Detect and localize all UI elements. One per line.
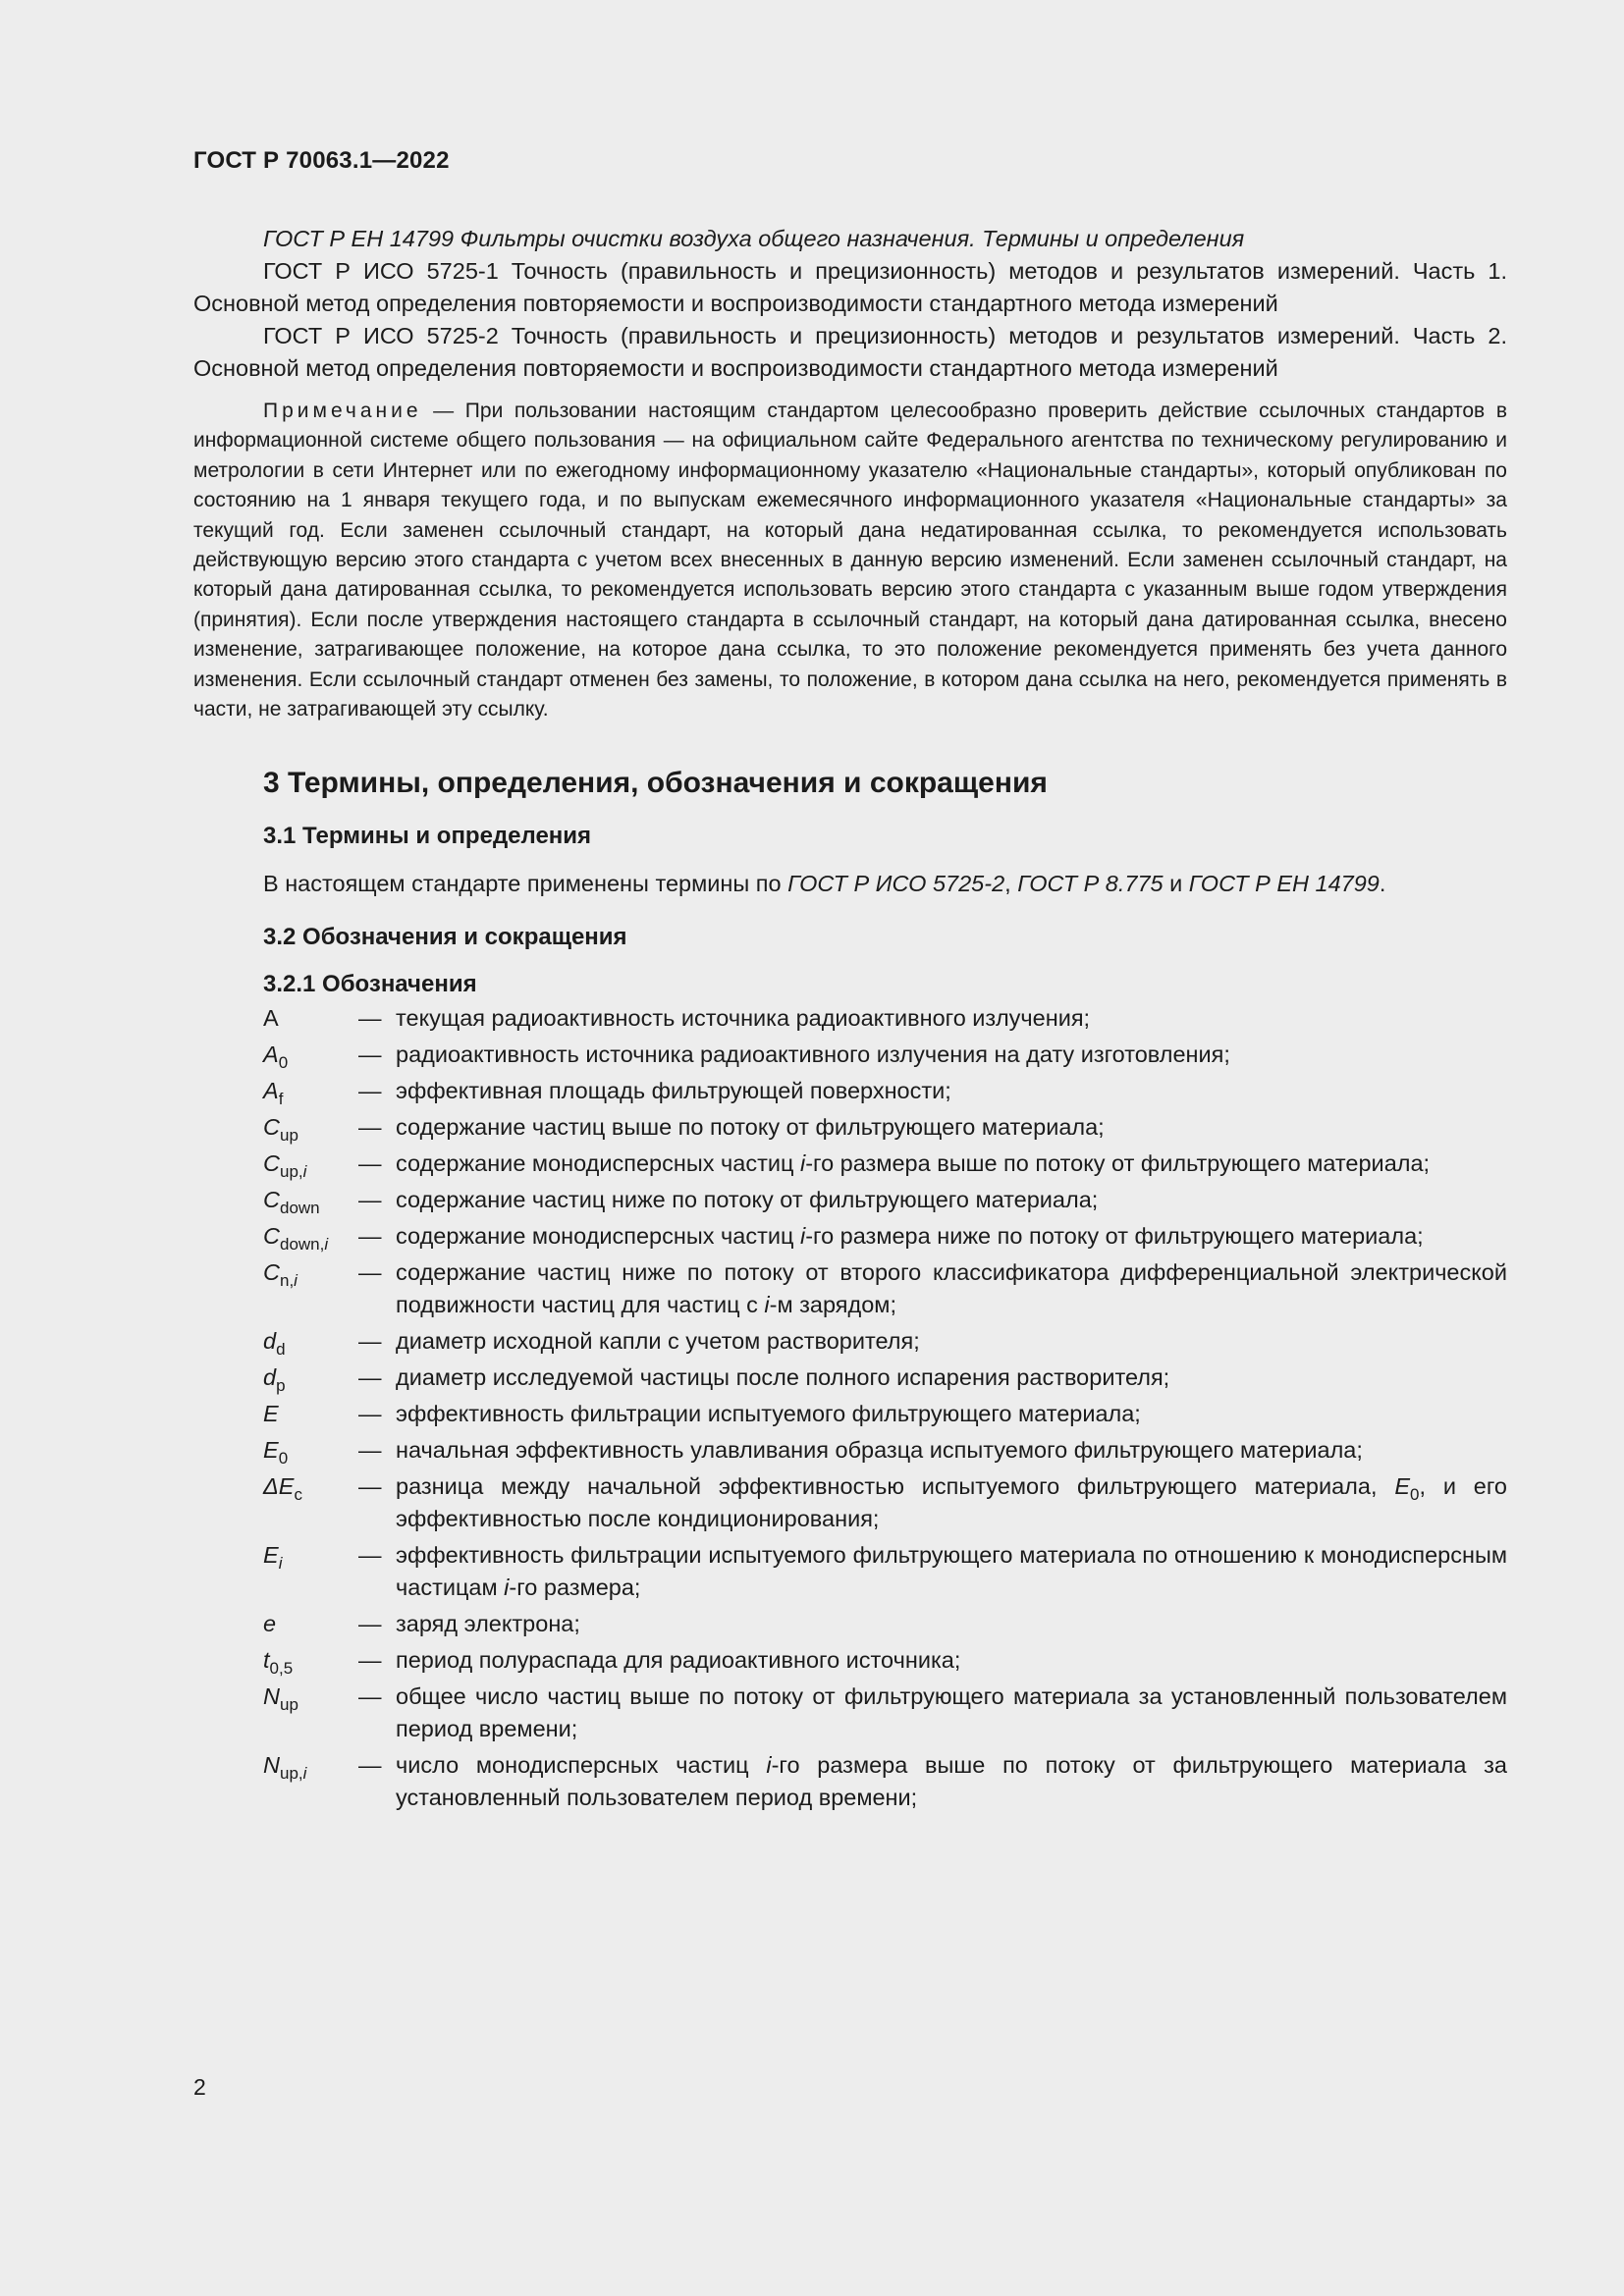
- symbol-row: [193, 1184, 1507, 1216]
- symbol: $d_p$: [263, 1364, 286, 1396]
- dash: —: [358, 1437, 382, 1464]
- dash: —: [358, 1078, 382, 1104]
- symbol: $C_{down,i}$: [263, 1223, 329, 1255]
- symbol: e: [263, 1611, 277, 1637]
- symbol-row: [193, 1398, 1507, 1430]
- dash: —: [358, 1150, 382, 1177]
- page-content: [193, 223, 1507, 1818]
- symbol-row: [193, 1148, 1507, 1180]
- section-3-1-text: [193, 868, 1507, 900]
- s31-sep1: ,: [1004, 871, 1018, 897]
- symbol-definition: число монодисперсных частиц i-го размера выше по потоку от фильтрующего материала за установленный пользователем период времени;: [396, 1752, 1507, 1811]
- symbol-definition: диаметр исследуемой частицы после полного испарения растворителя;: [396, 1364, 1170, 1391]
- section-3-1-title: 3.1 Термины и определения: [263, 823, 592, 850]
- symbol-row: [193, 1608, 1507, 1640]
- dash: —: [358, 1187, 382, 1213]
- note-label: Примечание: [263, 400, 422, 422]
- symbol: $N_{up}$: [263, 1683, 298, 1715]
- s31-ref-8-775: ГОСТ Р 8.775: [1017, 871, 1164, 897]
- symbol-row: [193, 1111, 1507, 1144]
- page-number: 2: [193, 2074, 206, 2100]
- section-3-title: 3 Термины, определения, обозначения и сокращения: [263, 767, 1048, 800]
- symbol-row: [193, 1002, 1507, 1035]
- s31-sep2: и: [1163, 871, 1189, 897]
- symbol: $A_f$: [263, 1078, 284, 1109]
- dash: —: [358, 1223, 382, 1250]
- symbol: $A_0$: [263, 1041, 289, 1073]
- dash: —: [358, 1473, 382, 1500]
- symbol: $C_{down}$: [263, 1187, 320, 1218]
- document-code-header: ГОСТ Р 70063.1—2022: [193, 147, 450, 174]
- symbol-definition: начальная эффективность улавливания образца испытуемого фильтрующего материала;: [396, 1437, 1363, 1464]
- dash: —: [358, 1328, 382, 1355]
- symbol: A: [263, 1005, 279, 1032]
- symbol-row: [193, 1470, 1507, 1535]
- symbol: $E_i$: [263, 1542, 283, 1574]
- symbol-row: [193, 1362, 1507, 1394]
- symbol-row: [193, 1325, 1507, 1358]
- symbols-list: [193, 1002, 1507, 1814]
- note-text: — При пользовании настоящим стандартом целесообразно проверить действие ссылочных стандартов в информационной системе общего пользования — на официальном сайте Федерального агентства по техническому регулированию и метрологии в сети Интернет или по ежегодному информационному указателю «Национальные стандарты», который опубликован по состоянию на 1 января текущего года, и по выпускам ежемесячного информационного указателя «Национальные стандарты» за текущий год. Если заменен ссылочный стандарт, на который дана недатированная ссылка, то рекомендуется использовать действующую версию этого стандарта с учетом всех внесенных в данную версию изменений. Если заменен ссылочный стандарт, на который дана датированная ссылка, то рекомендуется использовать версию этого стандарта с указанным выше годом утверждения (принятия). Если после утверждения настоящего стандарта в ссылочный стандарт, на который дана датированная ссылка, внесено изменение, затрагивающее положение, на которое дана ссылка, то это положение рекомендуется применять без учета данного изменения. Если ссылочный стандарт отменен без замены, то положение, в котором дана ссылка на него, рекомендуется применять в части, не затрагивающей эту ссылку.: [193, 400, 1507, 721]
- symbol: $C_{up}$: [263, 1114, 298, 1146]
- symbol-definition: заряд электрона;: [396, 1611, 580, 1637]
- s31-ref-en-14799: ГОСТ Р ЕН 14799: [1188, 871, 1380, 897]
- reference-gost-r-iso-5725-2: ГОСТ Р ИСО 5725-2 Точность (правильность и прецизионность) методов и результатов измерений. Часть 2. Основной метод определения повторяемости и воспроизводимости стандартного метода измерений: [193, 323, 1507, 381]
- symbol: $C_{up,i}$: [263, 1150, 307, 1182]
- dash: —: [358, 1542, 382, 1569]
- dash: —: [358, 1611, 382, 1637]
- dash: —: [358, 1005, 382, 1032]
- symbol-definition: период полураспада для радиоактивного источника;: [396, 1647, 961, 1674]
- dash: —: [358, 1401, 382, 1427]
- symbol-definition: эффективность фильтрации испытуемого фильтрующего материала по отношению к монодисперсным частицам i-го размера;: [396, 1542, 1507, 1601]
- dash: —: [358, 1041, 382, 1068]
- dash: —: [358, 1752, 382, 1779]
- reference-note: [193, 397, 1507, 724]
- s31-ref-iso-5725-2: ГОСТ Р ИСО 5725-2: [787, 871, 1005, 897]
- normative-references: [193, 223, 1507, 385]
- symbol-definition: содержание частиц выше по потоку от фильтрующего материала;: [396, 1114, 1105, 1141]
- symbol-row: [193, 1256, 1507, 1321]
- symbol-row: [193, 1075, 1507, 1107]
- symbol-row: [193, 1039, 1507, 1071]
- symbol-row: [193, 1749, 1507, 1814]
- dash: —: [358, 1364, 382, 1391]
- reference-gost-r-en-14799: ГОСТ Р ЕН 14799 Фильтры очистки воздуха общего назначения. Термины и определения: [263, 226, 1245, 251]
- symbol-definition: радиоактивность источника радиоактивного излучения на дату изготовления;: [396, 1041, 1230, 1068]
- symbol-row: [193, 1220, 1507, 1253]
- symbol-definition: эффективная площадь фильтрующей поверхности;: [396, 1078, 951, 1104]
- symbol-row: [193, 1539, 1507, 1604]
- dash: —: [358, 1683, 382, 1710]
- symbol-definition: общее число частиц выше по потоку от фильтрующего материала за установленный пользователем период времени;: [396, 1683, 1507, 1742]
- s31-text-before: В настоящем стандарте применены термины по: [263, 871, 788, 897]
- s31-text-after: .: [1379, 871, 1386, 897]
- symbol: $t_{0,5}$: [263, 1647, 294, 1679]
- symbol-row: [193, 1644, 1507, 1677]
- symbol-definition: текущая радиоактивность источника радиоактивного излучения;: [396, 1005, 1091, 1032]
- symbol-definition: содержание частиц ниже по потоку от второго классификатора дифференциальной электрической подвижности частиц для частиц с i-м зарядом;: [396, 1259, 1507, 1318]
- dash: —: [358, 1259, 382, 1286]
- section-3-2-title: 3.2 Обозначения и сокращения: [263, 924, 627, 951]
- symbol: E: [263, 1401, 279, 1427]
- symbol: $C_{n,i}$: [263, 1259, 298, 1291]
- symbol-definition: содержание монодисперсных частиц i-го размера ниже по потоку от фильтрующего материала;: [396, 1223, 1424, 1250]
- symbol-definition: разница между начальной эффективностью испытуемого фильтрующего материала, $E_0$, и его эффективностью после кондиционирования;: [396, 1473, 1507, 1532]
- symbol-row: [193, 1681, 1507, 1745]
- reference-gost-r-iso-5725-1: ГОСТ Р ИСО 5725-1 Точность (правильность и прецизионность) методов и результатов измерений. Часть 1. Основной метод определения повторяемости и воспроизводимости стандартного метода измерений: [193, 258, 1507, 316]
- symbol: $\Delta E_c$: [263, 1473, 302, 1505]
- symbol: $E_0$: [263, 1437, 289, 1468]
- dash: —: [358, 1114, 382, 1141]
- symbol-definition: диаметр исходной капли с учетом растворителя;: [396, 1328, 920, 1355]
- symbol-row: [193, 1434, 1507, 1467]
- section-3-2-1-title: 3.2.1 Обозначения: [263, 971, 477, 998]
- symbol: $d_d$: [263, 1328, 286, 1360]
- symbol-definition: эффективность фильтрации испытуемого фильтрующего материала;: [396, 1401, 1141, 1427]
- dash: —: [358, 1647, 382, 1674]
- symbol-definition: содержание частиц ниже по потоку от фильтрующего материала;: [396, 1187, 1099, 1213]
- symbol: $N_{up,i}$: [263, 1752, 307, 1784]
- symbol-definition: содержание монодисперсных частиц i-го размера выше по потоку от фильтрующего материала;: [396, 1150, 1431, 1177]
